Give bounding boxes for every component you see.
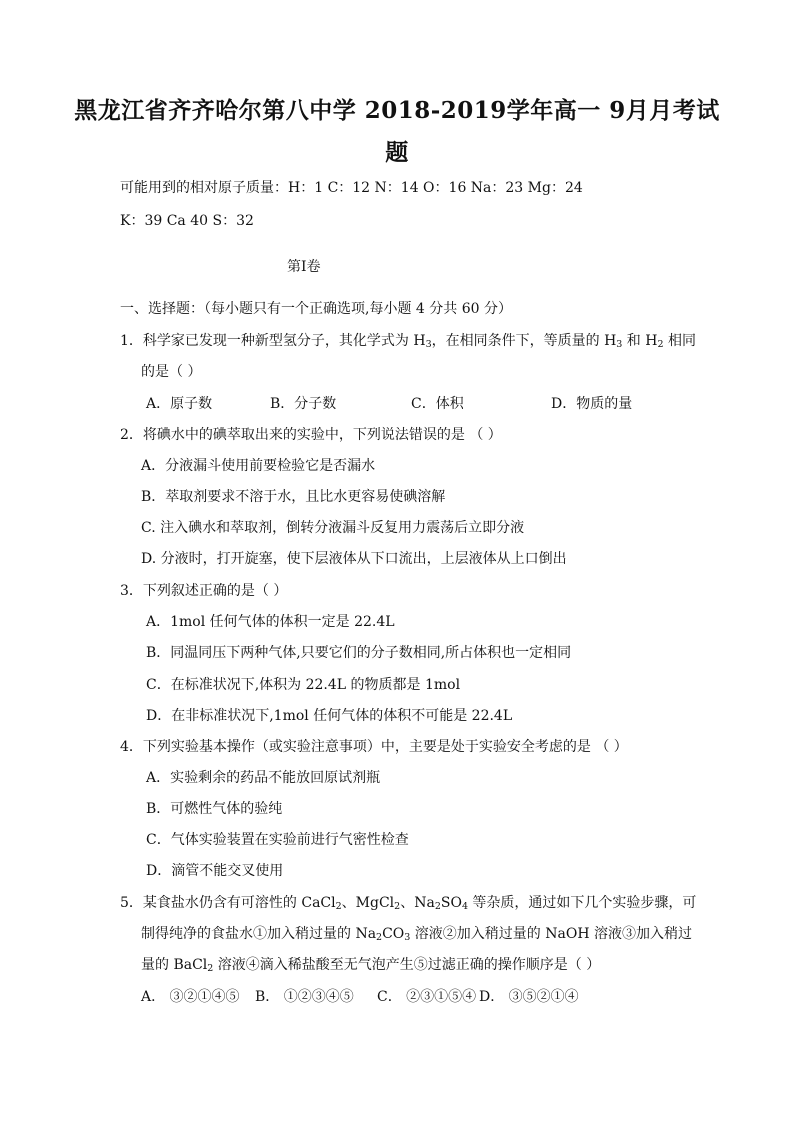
q4-option-a: A．实验剩余的药品不能放回原试剂瓶 xyxy=(146,770,381,786)
volume-heading: 第Ⅰ卷 xyxy=(287,259,321,275)
q3-stem: 3．下列叙述正确的是（ ） xyxy=(120,583,288,599)
q4-option-d: D．滴管不能交叉使用 xyxy=(146,863,284,879)
q1-option-b: B．分子数 xyxy=(270,396,337,412)
q1-option-d: D．物质的量 xyxy=(551,396,633,412)
atomic-mass-line2: K：39 Ca 40 S：32 xyxy=(120,213,254,229)
q2-stem: 2．将碘水中的碘萃取出来的实验中，下列说法错误的是 （ ） xyxy=(120,427,502,443)
q1-stem-cont: 的是（ ） xyxy=(141,364,202,380)
q5-stem-line2: 制得纯净的食盐水①加入稍过量的 $Na_2CO_3$ 溶液②加入稍过量的 NaOH 溶液③加入稍过 xyxy=(141,926,692,943)
q2-option-a: A．分液漏斗使用前要检验它是否漏水 xyxy=(141,458,376,474)
atomic-mass-line1: 可能用到的相对原子质量：H：1 C：12 N：14 O：16 Na：23 Mg：24 xyxy=(120,180,583,196)
q2-option-d: D. 分液时，打开旋塞，使下层液体从下口流出，上层液体从上口倒出 xyxy=(141,551,567,567)
q5-stem-line1: 5．某食盐水仍含有可溶性的 CaCl$_2$、MgCl$_2$、$Na_2SO_4$ 等杂质，通过如下几个实验步骤，可 xyxy=(120,895,697,912)
q1-option-a: A．原子数 xyxy=(146,396,213,412)
q4-option-c: C．气体实验装置在实验前进行气密性检查 xyxy=(146,832,409,848)
q5-option-c: C． ②③①⑤④ xyxy=(377,989,477,1005)
q5-stem-line3: 量的 BaCl$_2$ 溶液④滴入稀盐酸至无气泡产生⑤过滤正确的操作顺序是（ ） xyxy=(141,957,601,974)
q3-option-a: A．1mol 任何气体的体积一定是 22.4L xyxy=(146,614,395,630)
q5-option-b: B． ①②③④⑤ xyxy=(255,989,354,1005)
q3-option-d: D．在非标准状况下,1mol 任何气体的体积不可能是 22.4L xyxy=(146,708,513,724)
q5-option-a: A． ③②①④⑤ xyxy=(141,989,240,1005)
q4-stem: 4．下列实验基本操作（或实验注意事项）中，主要是处于实验安全考虑的是 （ ） xyxy=(120,739,628,755)
q2-option-b: B．萃取剂要求不溶于水，且比水更容易使碘溶解 xyxy=(141,489,446,505)
q4-option-b: B．可燃性气体的验纯 xyxy=(146,801,283,817)
q2-option-c: C. 注入碘水和萃取剂，倒转分液漏斗反复用力震荡后立即分液 xyxy=(141,520,525,536)
q3-option-c: C．在标准状况下,体积为 22.4L 的物质都是 1mol xyxy=(146,677,461,693)
q5-options xyxy=(141,987,741,1007)
q5-option-d: D． ③⑤②①④ xyxy=(479,989,579,1005)
q1-option-c: C．体积 xyxy=(411,396,464,412)
q3-option-b: B．同温同压下两种气体,只要它们的分子数相同,所占体积也一定相同 xyxy=(146,645,572,661)
q1-options xyxy=(146,394,746,414)
section-heading: 一、选择题：（每小题只有一个正确选项,每小题 4 分共 60 分） xyxy=(120,301,512,317)
exam-title-line1: 黑龙江省齐齐哈尔第八中学 2018-2019学年高一 9月月考试 xyxy=(74,97,720,124)
exam-title-line2: 题 xyxy=(385,139,409,166)
q1-stem: 1．科学家已发现一种新型氢分子，其化学式为 $H_3$，在相同条件下，等质量的 $H_3$ 和 $H_2$ 相同 xyxy=(120,333,696,350)
